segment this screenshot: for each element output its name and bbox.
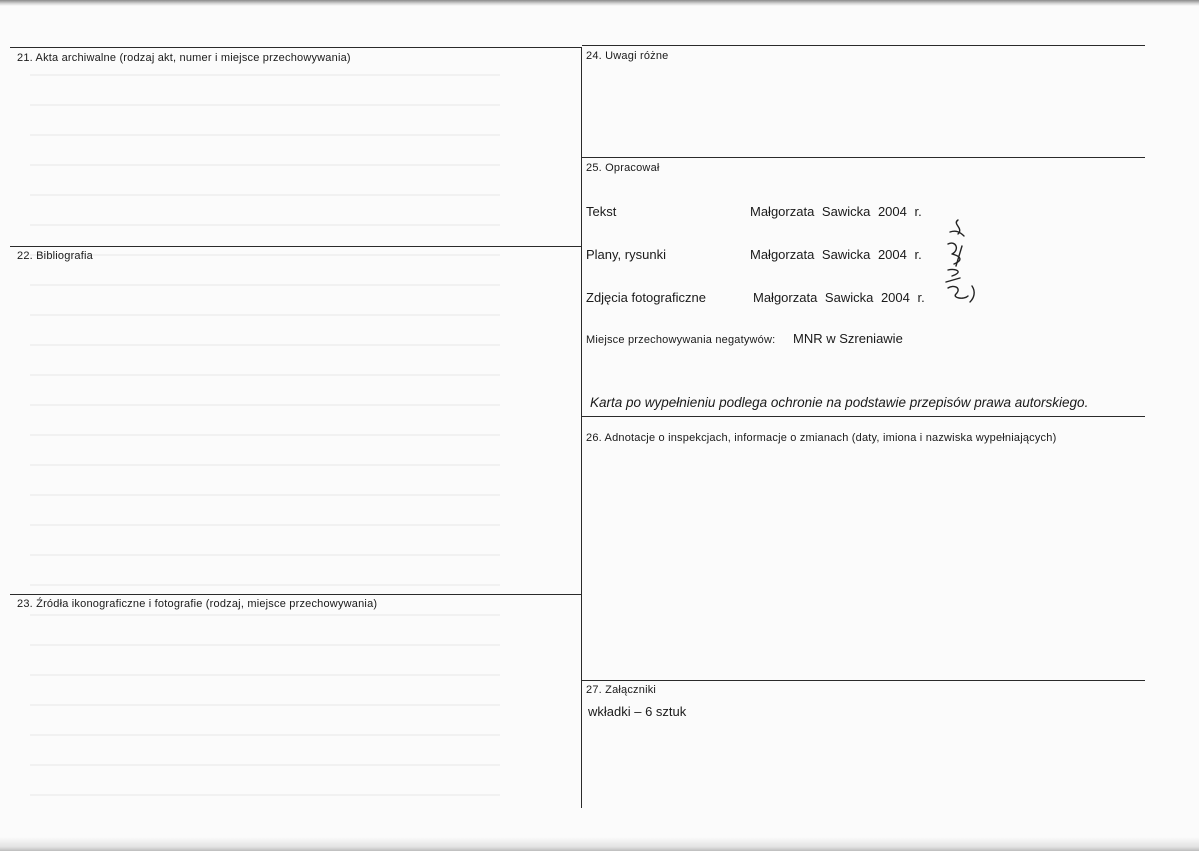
attachments-value: wkładki – 6 sztuk xyxy=(588,704,687,719)
prepared-text-label: Tekst xyxy=(586,204,617,219)
prepared-photos-value: Małgorzata Sawicka 2004 r. xyxy=(753,290,925,305)
section-22-label: 22. Bibliografia xyxy=(17,250,93,262)
line-top-left xyxy=(10,47,582,48)
scan-bottom-edge xyxy=(0,837,1199,851)
section-26-label: 26. Adnotacje o inspekcjach, informacje o zmianach (daty, imiona i nazwiska wypełniających) xyxy=(586,432,1057,444)
negatives-location-value: MNR w Szreniawie xyxy=(793,331,903,346)
line-26-top xyxy=(582,416,1145,417)
line-27-top xyxy=(582,680,1145,681)
prepared-plans-label: Plany, rysunki xyxy=(586,247,666,262)
prepared-text-value: Małgorzata Sawicka 2004 r. xyxy=(750,204,922,219)
section-27-label: 27. Załączniki xyxy=(586,684,657,696)
line-center-divider xyxy=(581,47,582,808)
prepared-plans-value: Małgorzata Sawicka 2004 r. xyxy=(750,247,922,262)
reverse-side-bleed-through xyxy=(30,60,500,800)
line-25-top xyxy=(582,157,1145,158)
section-25-label: 25. Opracował xyxy=(586,162,660,174)
line-23-top xyxy=(10,594,582,595)
prepared-photos-label: Zdjęcia fotograficzne xyxy=(586,290,706,305)
section-21-label: 21. Akta archiwalne (rodzaj akt, numer i miejsce przechowywania) xyxy=(17,52,351,64)
line-top-right xyxy=(582,45,1145,46)
section-23-label: 23. Źródła ikonograficzne i fotografie (rodzaj, miejsce przechowywania) xyxy=(17,598,378,610)
section-24-label: 24. Uwagi różne xyxy=(586,50,669,62)
handwritten-signature xyxy=(938,216,978,308)
negatives-location-label: Miejsce przechowywania negatywów: xyxy=(586,334,776,346)
line-22-top xyxy=(10,246,582,247)
scan-top-edge xyxy=(0,0,1199,6)
copyright-notice: Karta po wypełnieniu podlega ochronie na podstawie przepisów prawa autorskiego. xyxy=(590,395,1089,410)
